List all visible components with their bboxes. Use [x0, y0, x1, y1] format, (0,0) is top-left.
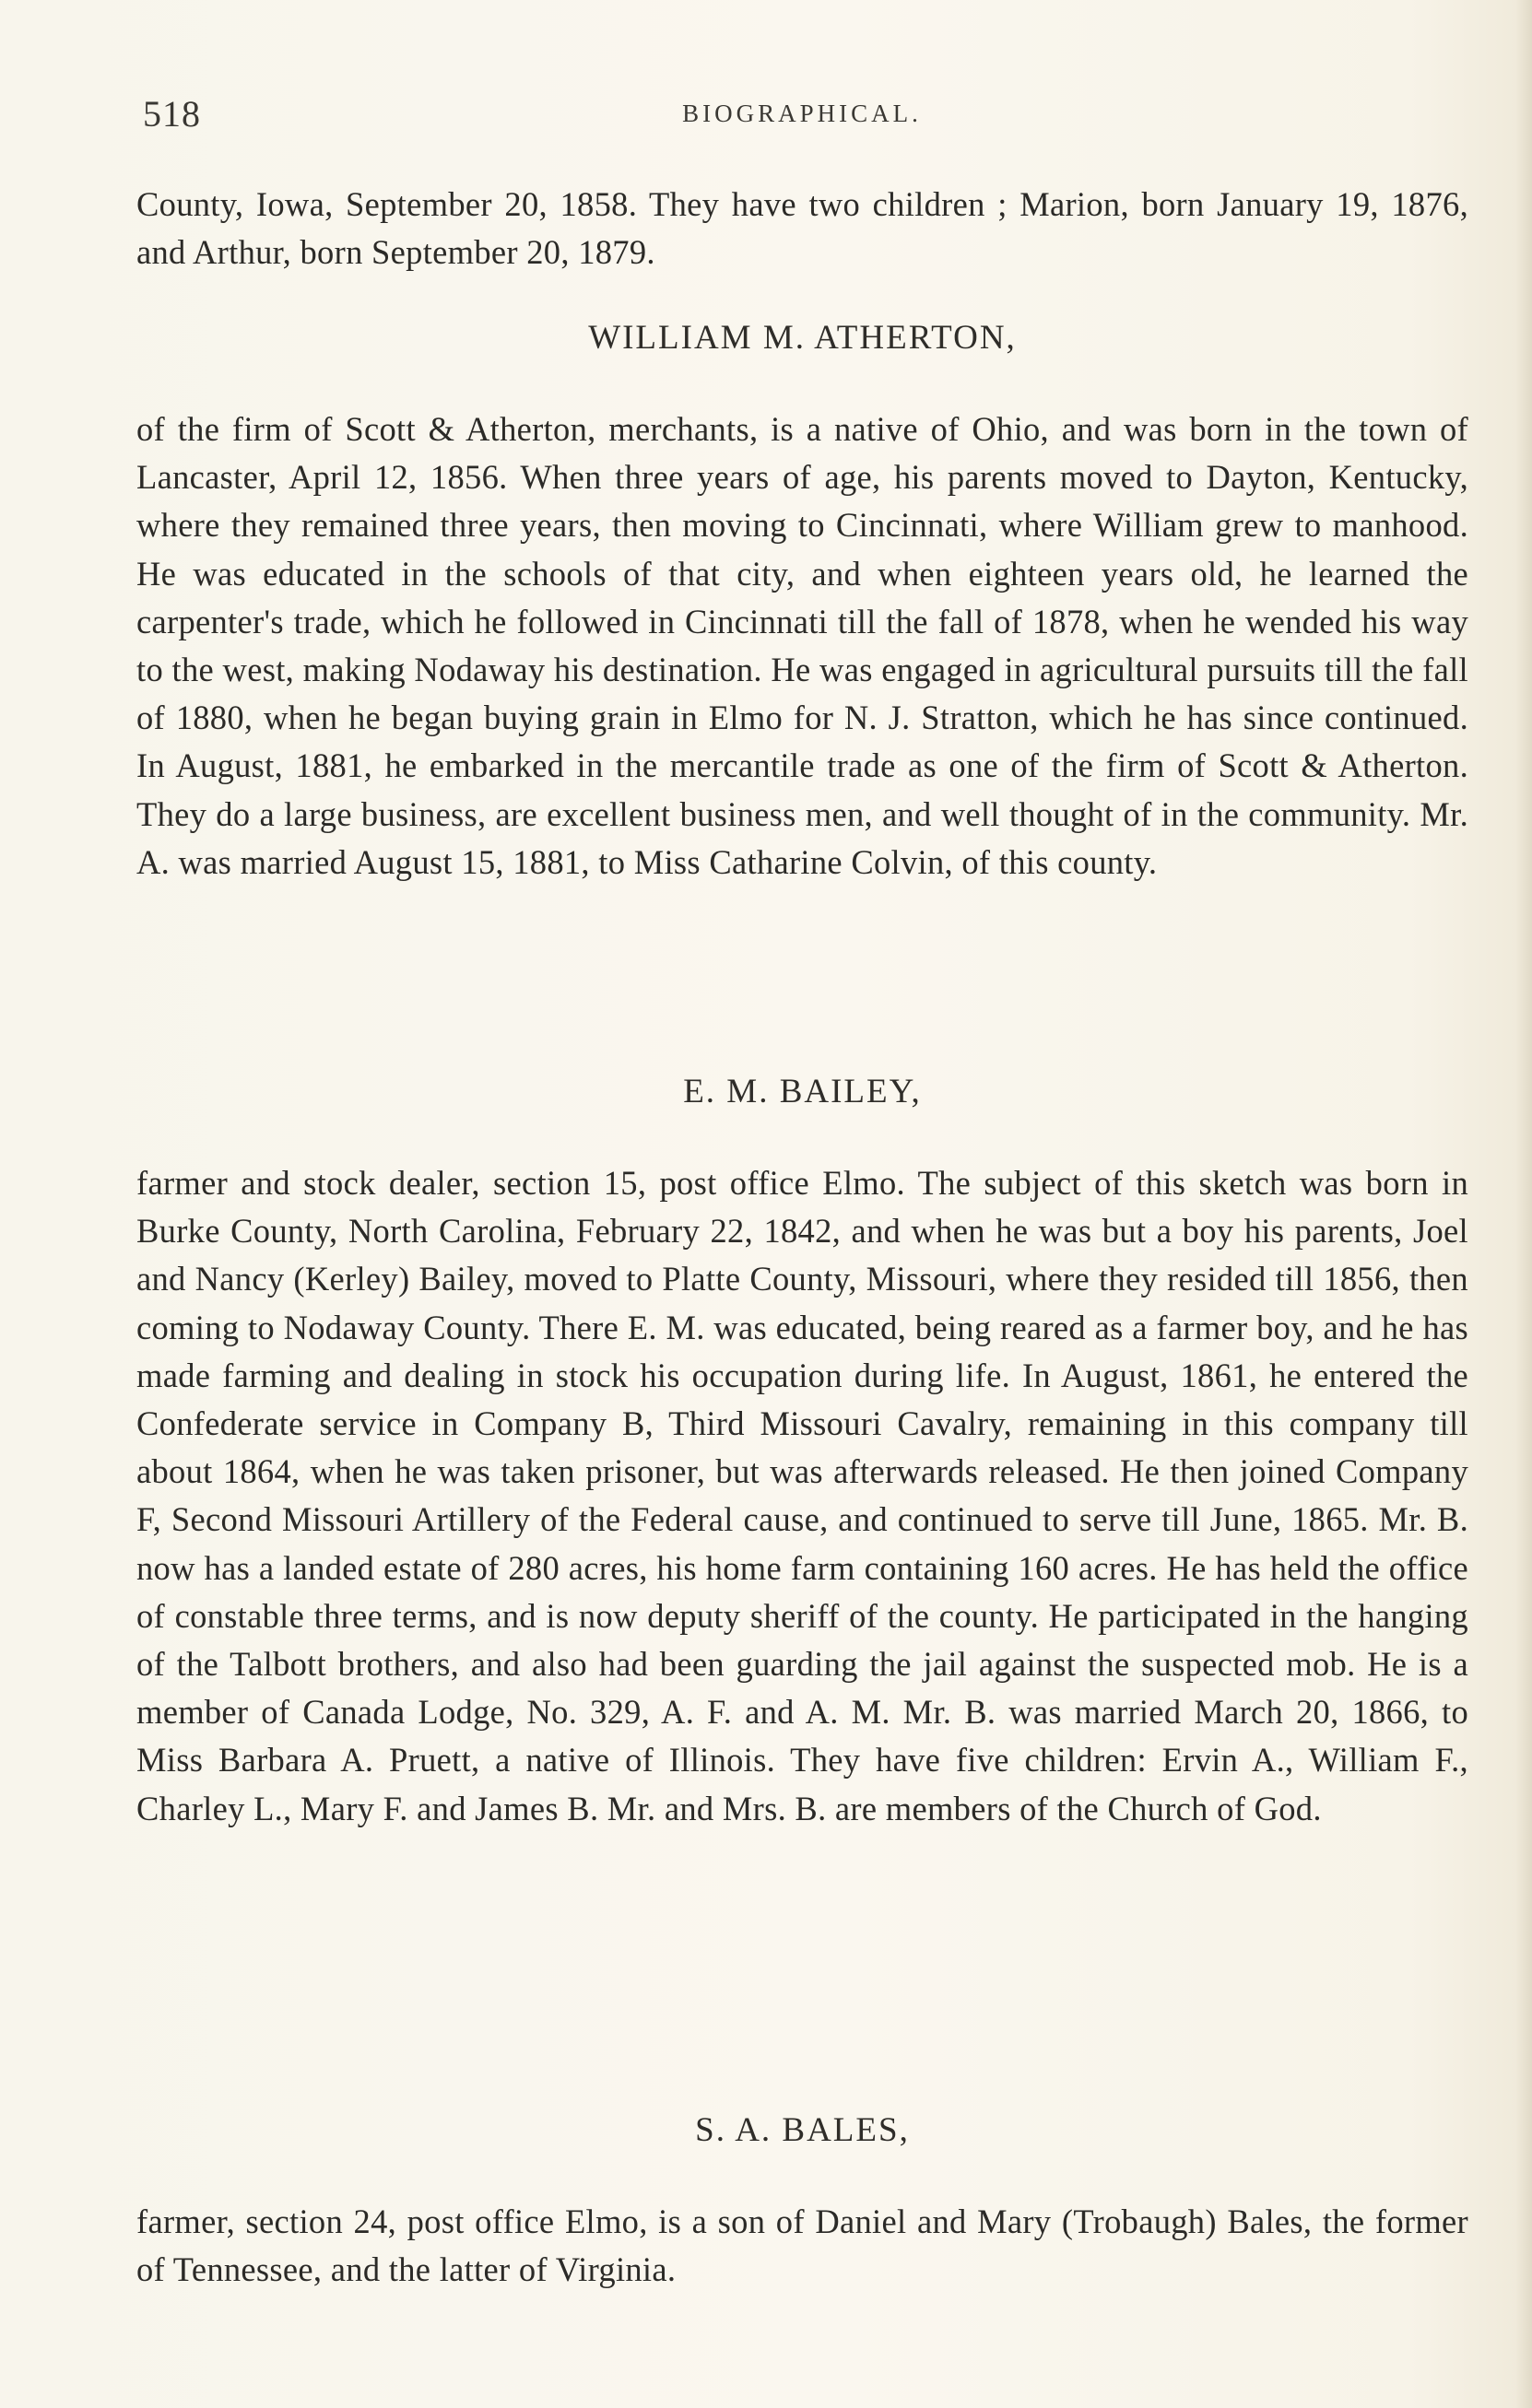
entry-body-bailey [136, 1159, 1468, 1833]
running-head [143, 92, 1461, 147]
entry-body-atherton [136, 405, 1468, 887]
running-title: BIOGRAPHICAL. [682, 100, 922, 127]
entry-heading-bailey: E. M. BAILEY, [683, 1073, 922, 1110]
page-number: 518 [143, 93, 201, 135]
entry-body-bales [136, 2198, 1468, 2294]
intro-paragraph-block [136, 181, 1468, 276]
entry-heading-atherton: WILLIAM M. ATHERTON, [588, 319, 1017, 357]
entry-paragraph: farmer, section 24, post office Elmo, is a son of Daniel and Mary (Trobaugh) Bales, the former of Tennessee, and the latter of Virginia. [136, 2202, 1468, 2289]
entry-heading-bales: S. A. BALES, [695, 2111, 910, 2149]
entry-paragraph: farmer and stock dealer, section 15, post office Elmo. The subject of this sketch was born in Burke County, North Carolina, February 22, 1842, and when he was but a boy his parents, Joel and Nancy (Kerley) Bailey, moved to Platte County, Missouri, where they resided till 1856, then coming to Nodaway County. There E. M. was educated, being reared as a farmer boy, and he has made farming and dealing in stock his occupation during life. In August, 1861, he entered the Confederate service in Company B, Third Missouri Cavalry, remaining in this company till about 1864, when he was taken prisoner, but was afterwards released. He then joined Company F, Second Missouri Artillery of the Federal cause, and continued to serve till June, 1865. Mr. B. now has a landed estate of 280 acres, his home farm containing 160 acres. He has held the office of constable three terms, and is now deputy sheriff of the county. He participated in the hanging of the Talbott brothers, and also had been guarding the jail against the suspected mob. He is a member of Canada Lodge, No. 329, A. F. and A. M. Mr. B. was married March 20, 1866, to Miss Barbara A. Pruett, a native of Illinois. They have five children: Ervin A., William F., Charley L., Mary F. and James B. Mr. and Mrs. B. are members of the Church of God. [136, 1164, 1468, 1827]
entry-paragraph: of the firm of Scott & Atherton, merchants, is a native of Ohio, and was born in the town of Lancaster, April 12, 1856. When three years of age, his parents moved to Dayton, Kentucky, where they remained three years, then moving to Cincinnati, where William grew to manhood. He was educated in the schools of that city, and when eighteen years old, he learned the carpenter's trade, which he followed in Cincinnati till the fall of 1878, when he wended his way to the west, making Nodaway his destination. He was engaged in agricultural pursuits till the fall of 1880, when he began buying grain in Elmo for N. J. Stratton, which he has since continued. In August, 1881, he embarked in the mercantile trade as one of the firm of Scott & Atherton. They do a large business, are excellent business men, and well thought of in the community. Mr. A. was married August 15, 1881, to Miss Catharine Colvin, of this county. [136, 410, 1468, 881]
page-edge-shadow [1515, 0, 1532, 2408]
intro-paragraph: County, Iowa, September 20, 1858. They have two children ; Marion, born January 19, 1876, and Arthur, born September 20, 1879. [136, 185, 1468, 272]
